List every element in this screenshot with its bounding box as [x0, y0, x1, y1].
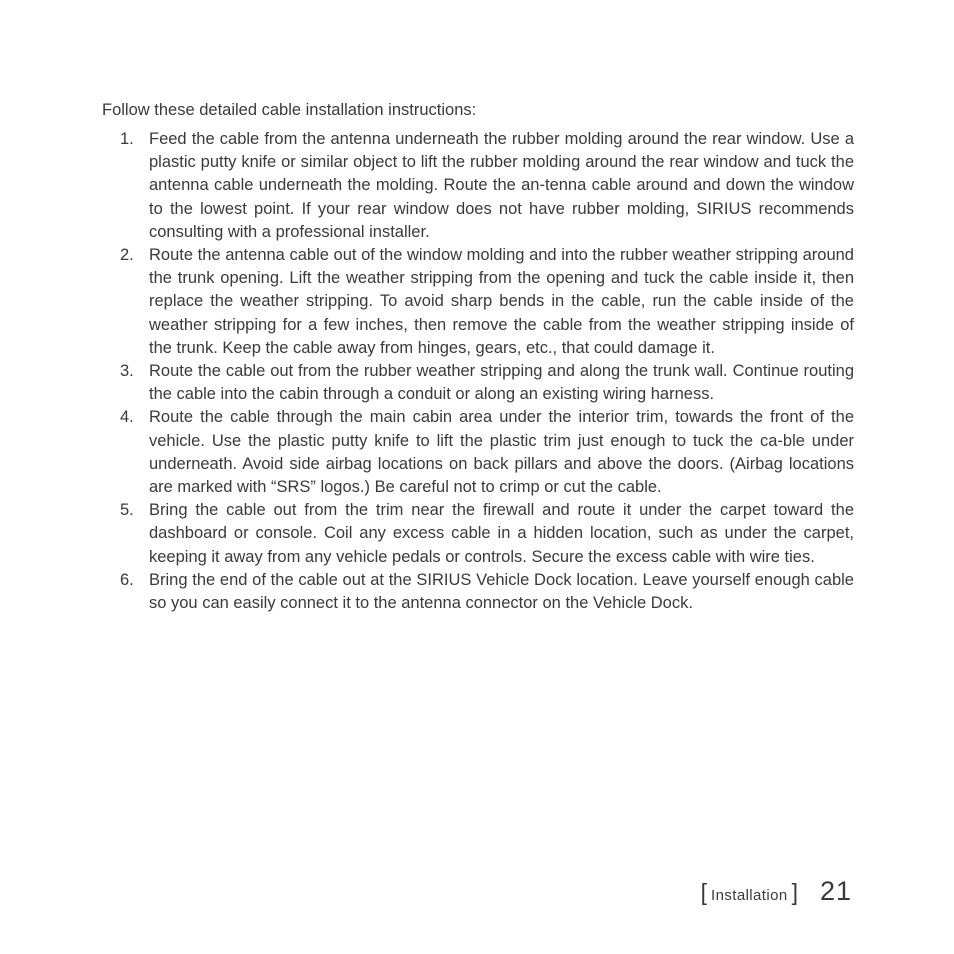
step-number: 2. [120, 246, 134, 265]
instruction-list [102, 128, 854, 615]
step-text: Bring the end of the cable out at the SIRIUS Vehicle Dock location. Leave yourself enough cable so you can easily connect it to the antenna connector on the Vehicle Dock. [149, 570, 854, 613]
page-footer [701, 876, 852, 907]
step-number: 4. [120, 408, 134, 427]
step-number: 1. [120, 130, 134, 148]
step-number: 5. [120, 501, 134, 520]
instruction-step [102, 406, 854, 499]
instruction-step [102, 499, 854, 569]
instruction-step [102, 128, 854, 244]
instruction-step [102, 360, 854, 406]
intro-text: Follow these detailed cable installation instructions: [102, 101, 477, 119]
open-bracket: [ [700, 879, 708, 905]
section-label: Installation [711, 887, 788, 904]
step-text: Route the cable through the main cabin area under the interior trim, towards the front of the vehicle. Use the plastic putty knife to lift the plastic trim just enough to tuck the ca-ble under underneath. Avoid side airbag locations on back pillars and above the doors. (Airbag locations are marked with “SRS” logos.) Be careful not to crimp or cut the cable. [149, 408, 854, 497]
step-text: Feed the cable from the antenna underneath the rubber molding around the rear window. Use a plastic putty knife or similar object to lift the rubber molding around the rear window and tuck the antenna cable underneath the molding. Route the an-tenna cable around and down the window to the lowest point. If your rear window does not have rubber molding, SIRIUS recommends consulting with a professional installer. [149, 130, 854, 241]
step-text: Route the cable out from the rubber weather stripping and along the trunk wall. Continue routing the cable into the cabin through a conduit or along an existing wiring harness. [149, 362, 854, 404]
step-text: Route the antenna cable out of the window molding and into the rubber weather stripping around the trunk opening. Lift the weather stripping from the opening and tuck the cable inside it, then replace the weather stripping. To avoid sharp bends in the cable, run the cable inside of the weather stripping for a few inches, then remove the cable from the weather stripping inside of the trunk. Keep the cable away from hinges, gears, etc., that could damage it. [149, 246, 854, 357]
step-number: 3. [120, 362, 134, 381]
page-number: 21 [819, 876, 852, 906]
step-text: Bring the cable out from the trim near the firewall and route it under the carpet toward the dashboard or console. Coil any excess cable in a hidden location, such as under the carpet, keeping it away from any vehicle pedals or controls. Secure the excess cable with wire ties. [149, 501, 854, 566]
instruction-step [102, 244, 854, 360]
instruction-step [102, 569, 854, 615]
step-number: 6. [120, 570, 134, 589]
close-bracket: ] [791, 879, 798, 905]
